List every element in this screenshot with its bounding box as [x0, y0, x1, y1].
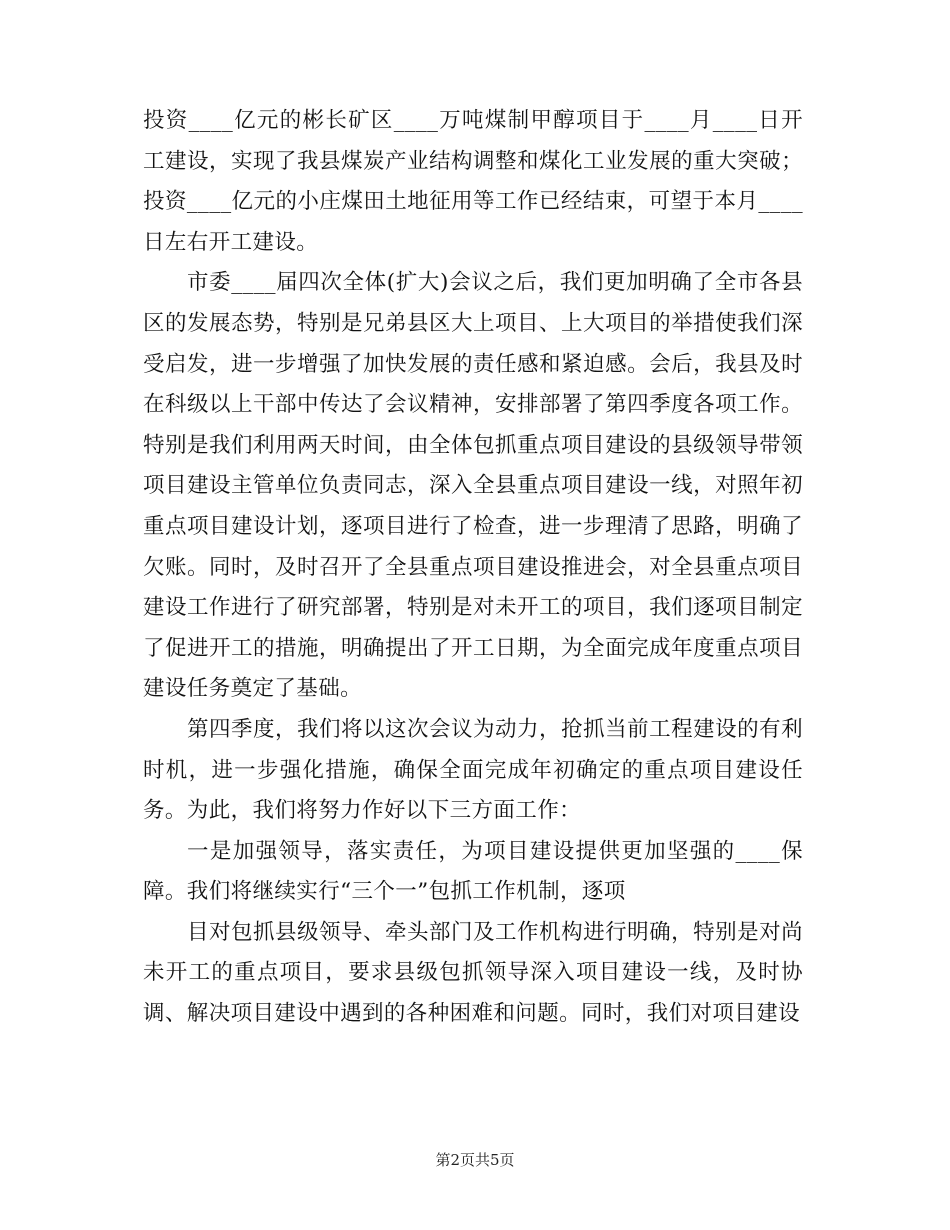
- paragraph-5: 目对包抓县级领导、牵头部门及工作机构进行明确，特别是对尚未开工的重点项目，要求县级包抓领导深入项目建设一线，及时协调、解决项目建设中遇到的各种困难和问题。同时，我们对项目建设: [143, 919, 803, 1027]
- paragraph-2: 市委____届四次全体(扩大)会议之后，我们更加明确了全市各县区的发展态势，特别是兄弟县区大上项目、上大项目的举措使我们深受启发，进一步增强了加快发展的责任感和紧迫感。会后，我县及时在科级以上干部中传达了会议精神，安排部署了第四季度各项工作。特别是我们利用两天时间，由全体包抓重点项目建设的县级领导带领项目建设主管单位负责同志，深入全县重点项目建设一线，对照年初重点项目建设计划，逐项目进行了检查，进一步理清了思路，明确了欠账。同时，及时召开了全县重点项目建设推进会，对全县重点项目建设工作进行了研究部署，特别是对未开工的项目，我们逐项目制定了促进开工的措施，明确提出了开工日期，为全面完成年度重点项目建设任务奠定了基础。: [143, 270, 803, 702]
- paragraph-1: 投资____亿元的彬长矿区____万吨煤制甲醇项目于____月____日开工建设，实现了我县煤炭产业结构调整和煤化工业发展的重大突破；投资____亿元的小庄煤田土地征用等工作已经结束，可望于本月____日左右开工建设。: [143, 108, 803, 255]
- page-number-footer: 第2页共5页: [435, 1151, 515, 1169]
- paragraph-3: 第四季度，我们将以这次会议为动力，抢抓当前工程建设的有利时机，进一步强化措施，确保全面完成年初确定的重点项目建设任务。为此，我们将努力作好以下三方面工作：: [143, 716, 803, 824]
- paragraph-4: 一是加强领导，落实责任，为项目建设提供更加坚强的____保障。我们将继续实行“三个一”包抓工作机制，逐项: [143, 838, 803, 905]
- document-body: [143, 101, 803, 1035]
